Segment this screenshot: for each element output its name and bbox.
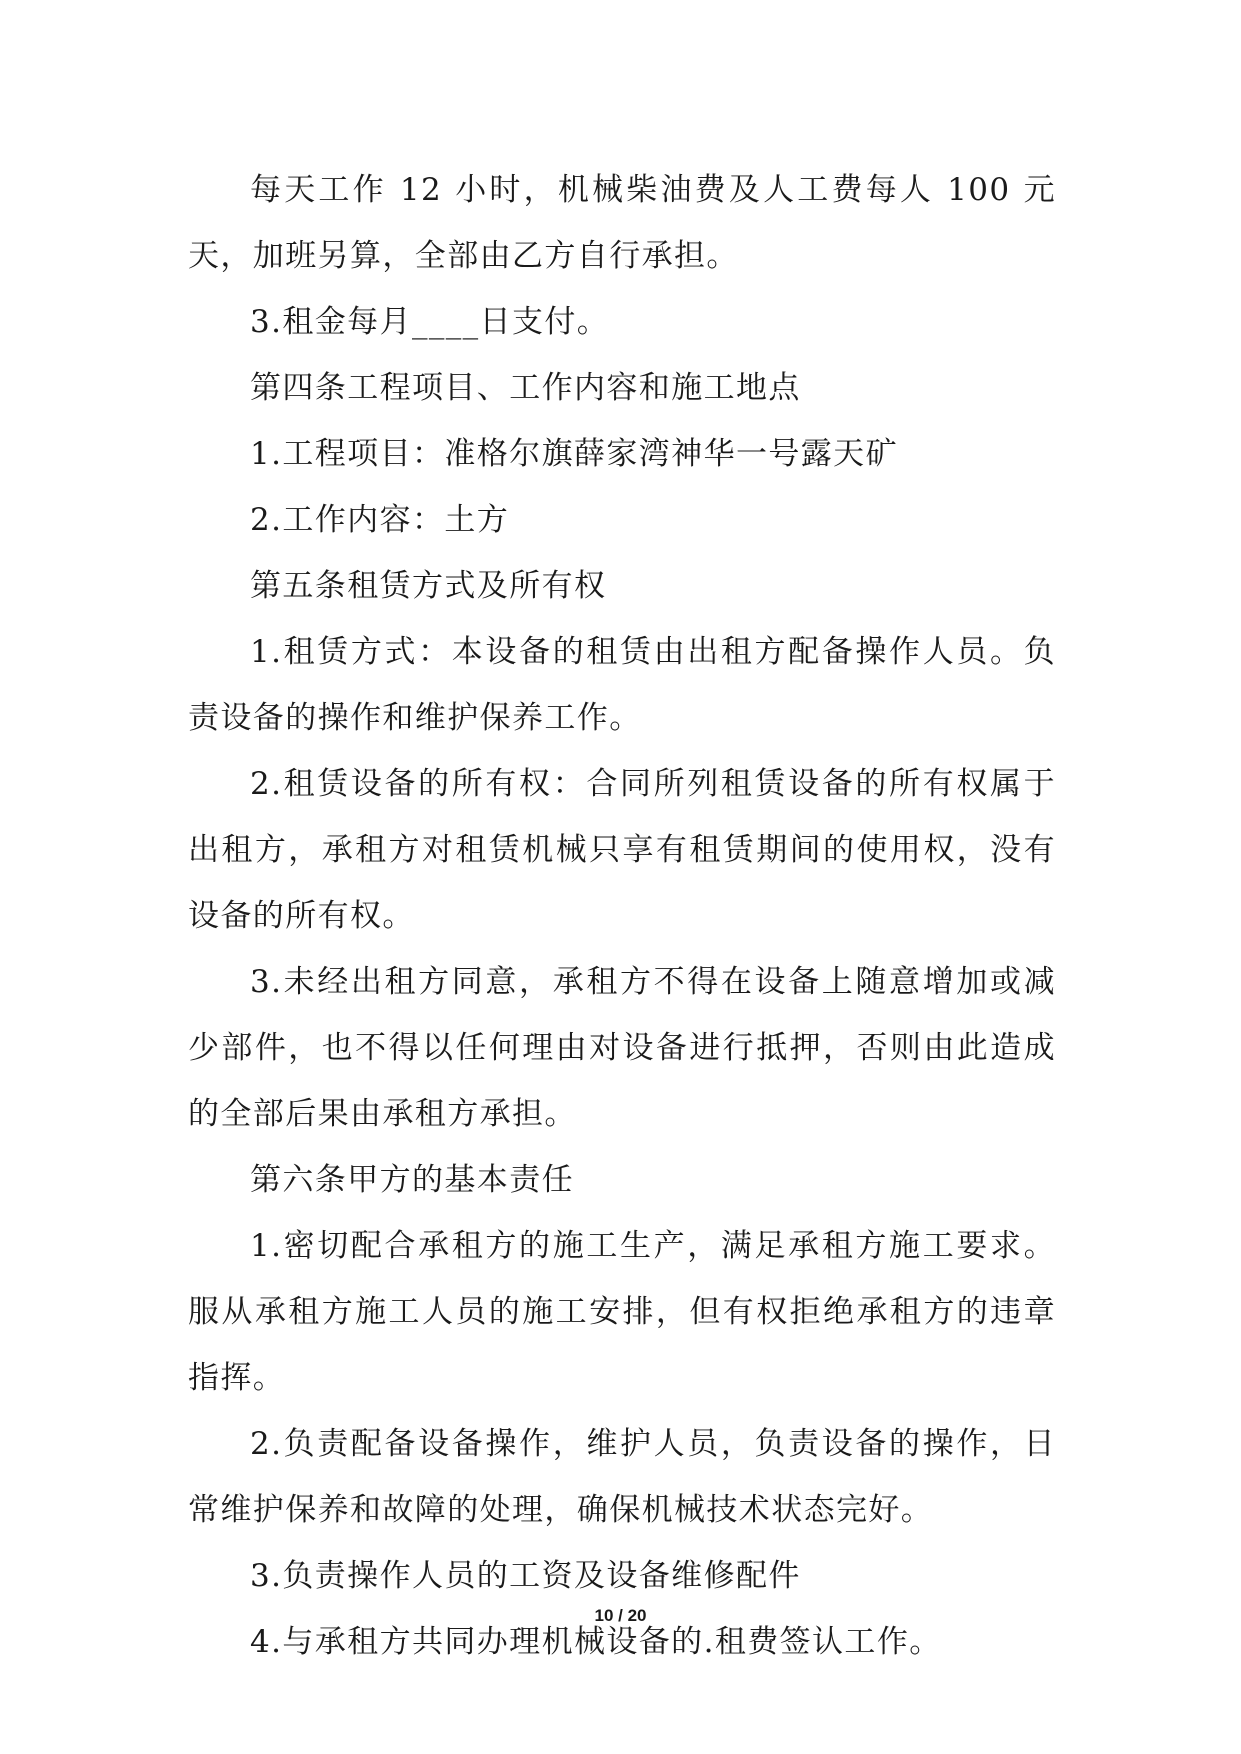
paragraph: 2.工作内容：土方 [250, 502, 510, 538]
paragraph: 2.负责配备设备操作，维护人员，负责设备的操作，日常维护保养和故障的处理，确保机械技术状态完好。 [188, 1426, 1056, 1528]
section-heading: 第六条甲方的基本责任 [250, 1162, 574, 1198]
paragraph: 1.工程项目：准格尔旗薛家湾神华一号露天矿 [250, 436, 898, 472]
section-heading: 第四条工程项目、工作内容和施工地点 [250, 370, 801, 406]
page-number: 10 / 20 [594, 1606, 647, 1625]
paragraph: 1.租赁方式：本设备的租赁由出租方配备操作人员。负责设备的操作和维护保养工作。 [188, 634, 1056, 736]
paragraph: 2.租赁设备的所有权：合同所列租赁设备的所有权属于出租方，承租方对租赁机械只享有租赁期间的使用权，没有设备的所有权。 [188, 766, 1056, 934]
paragraph: 1.密切配合承租方的施工生产，满足承租方施工要求。服从承租方施工人员的施工安排，但有权拒绝承租方的违章指挥。 [188, 1228, 1056, 1396]
paragraph: 3.未经出租方同意，承租方不得在设备上随意增加或减少部件，也不得以任何理由对设备进行抵押，否则由此造成的全部后果由承租方承担。 [188, 964, 1056, 1132]
paragraph: 每天工作 12 小时，机械柴油费及人工费每人 100 元天，加班另算，全部由乙方自行承担。 [188, 172, 1056, 274]
paragraph: 3.租金每月____日支付。 [250, 304, 610, 340]
section-heading: 第五条租赁方式及所有权 [250, 568, 607, 604]
document-body [188, 157, 1056, 1675]
paragraph: 3.负责操作人员的工资及设备维修配件 [250, 1558, 801, 1594]
paragraph: 4.与承租方共同办理机械设备的.租费签认工作。 [250, 1624, 942, 1660]
